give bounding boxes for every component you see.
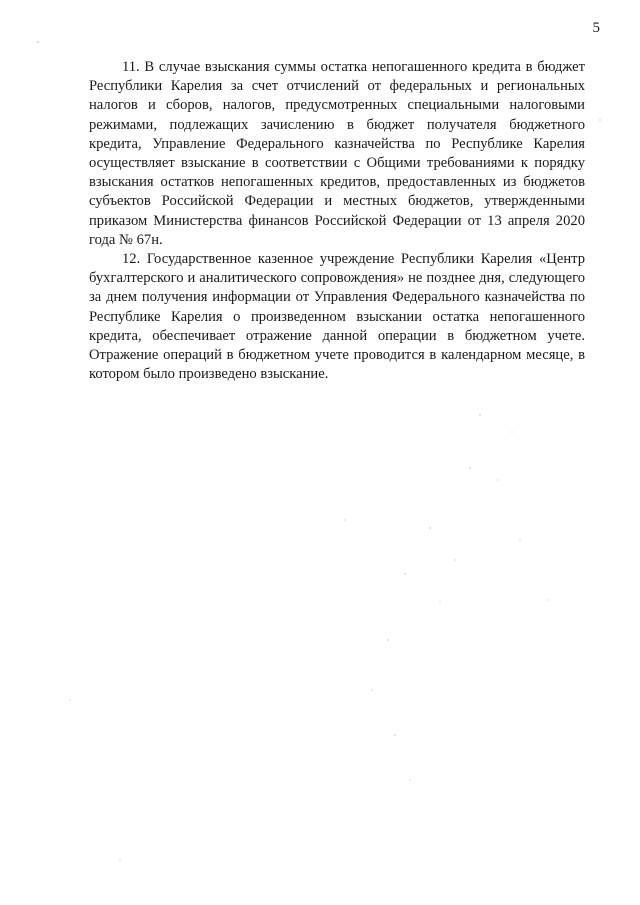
- page-number: 5: [592, 20, 600, 36]
- paragraph-12: 12. Государственное казенное учреждение Республики Карелия «Центр бухгалтерского и аналитического сопровождения» не позднее дня, следующего за днем получения информации от Управления Федерального казначейства по Республике Карелия о произведенном взыскании остатка непогашенного кредита, обеспечивает отражение данной операции в бюджетном учете. Отражение операций в бюджетном учете проводится в календарном месяце, в котором было произведено взыскание.: [89, 251, 585, 383]
- paragraph-11: 11. В случае взыскания суммы остатка непогашенного кредита в бюджет Республики Карелия за счет отчислений от федеральных и региональных налогов и сборов, налогов, предусмотренных специальными налоговыми режимами, подлежащих зачислению в бюджет получателя бюджетного кредита, Управление Федерального казначейства по Республике Карелия осуществляет взыскание в соответствии с Общими требованиями к порядку взыскания остатков непогашенных кредитов, предоставленных из бюджетов субъектов Российской Федерации и местных бюджетов, утвержденными приказом Министерства финансов Российской Федерации от 13 апреля 2020 года № 67н.: [89, 59, 585, 248]
- document-body: [89, 58, 585, 384]
